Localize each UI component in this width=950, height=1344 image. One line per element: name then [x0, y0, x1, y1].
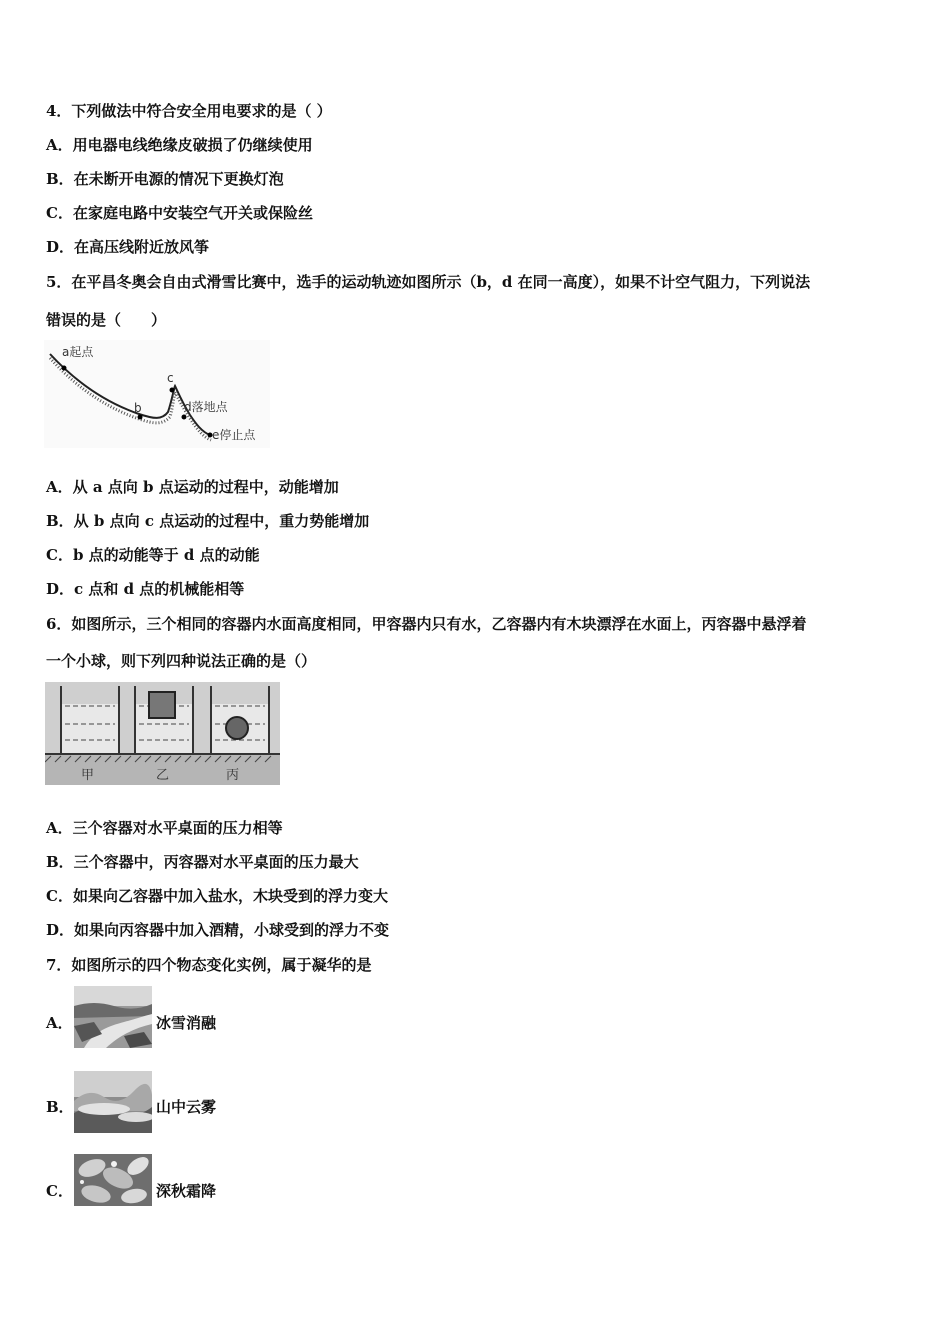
q6-stem-line2: 一个小球，则下列四种说法正确的是（）: [46, 652, 317, 670]
q6-stem-line1: 6．如图所示，三个相同的容器内水面高度相同，甲容器内只有水，乙容器内有木块漂浮在水面上，丙容器中悬浮着: [46, 615, 807, 633]
frost-leaves-photo: [74, 1154, 152, 1216]
label-b: b: [134, 401, 142, 415]
q6-option-d: D．如果向丙容器中加入酒精，小球受到的浮力不变: [46, 921, 390, 939]
q5-option-d: D．c 点和 d 点的机械能相等: [46, 580, 245, 598]
snow-melting-photo: [74, 986, 152, 1048]
label-a: a起点: [62, 345, 94, 359]
q7-option-b-letter: B．: [46, 1098, 74, 1116]
q7-option-c-caption: 深秋霜降: [156, 1182, 217, 1200]
q5-stem-line2: 错误的是（ ）: [46, 311, 167, 329]
suspended-ball: [226, 717, 248, 739]
q7-option-c-letter: C．: [46, 1182, 73, 1200]
q4-option-a: A．用电器电线绝缘皮破损了仍继续使用: [46, 136, 313, 154]
ski-trajectory-figure: [44, 340, 270, 448]
q5-option-b: B．从 b 点向 c 点运动的过程中，重力势能增加: [46, 512, 370, 530]
point-d-marker: [182, 415, 187, 420]
q5-stem-line1: 5．在平昌冬奥会自由式滑雪比赛中，选手的运动轨迹如图所示（b，d 在同一高度），如果不计空气阻力，下列说法: [46, 273, 811, 291]
q4-stem: 4．下列做法中符合安全用电要求的是（ ）: [46, 102, 332, 120]
label-jia: 甲: [81, 768, 95, 783]
three-containers-figure: [45, 682, 280, 785]
q5-option-c: C．b 点的动能等于 d 点的动能: [46, 546, 260, 564]
q4-option-b: B．在未断开电源的情况下更换灯泡: [46, 170, 284, 188]
q5-option-a: A．从 a 点向 b 点运动的过程中，动能增加: [46, 478, 339, 496]
floating-block: [149, 692, 175, 718]
q4-option-c: C．在家庭电路中安装空气开关或保险丝: [46, 204, 313, 222]
label-bing: 丙: [226, 768, 240, 783]
q4-option-d: D．在高压线附近放风筝: [46, 238, 210, 256]
label-d: d落地点: [184, 400, 228, 414]
mountain-fog-photo: [74, 1071, 152, 1133]
label-c: c: [167, 371, 174, 385]
q7-option-b-caption: 山中云雾: [156, 1098, 217, 1116]
point-b-marker: [138, 415, 143, 420]
q6-option-a: A．三个容器对水平桌面的压力相等: [46, 819, 283, 837]
q7-stem: 7．如图所示的四个物态变化实例，属于凝华的是: [46, 956, 372, 974]
q7-option-a-caption: 冰雪消融: [156, 1014, 217, 1032]
label-e: e停止点: [212, 428, 256, 442]
label-yi: 乙: [156, 768, 170, 783]
q6-option-b: B．三个容器中，丙容器对水平桌面的压力最大: [46, 853, 359, 871]
q6-option-c: C．如果向乙容器中加入盐水，木块受到的浮力变大: [46, 887, 388, 905]
point-c-marker: [170, 388, 175, 393]
q7-option-a-letter: A．: [46, 1014, 73, 1032]
point-a-marker: [62, 366, 67, 371]
